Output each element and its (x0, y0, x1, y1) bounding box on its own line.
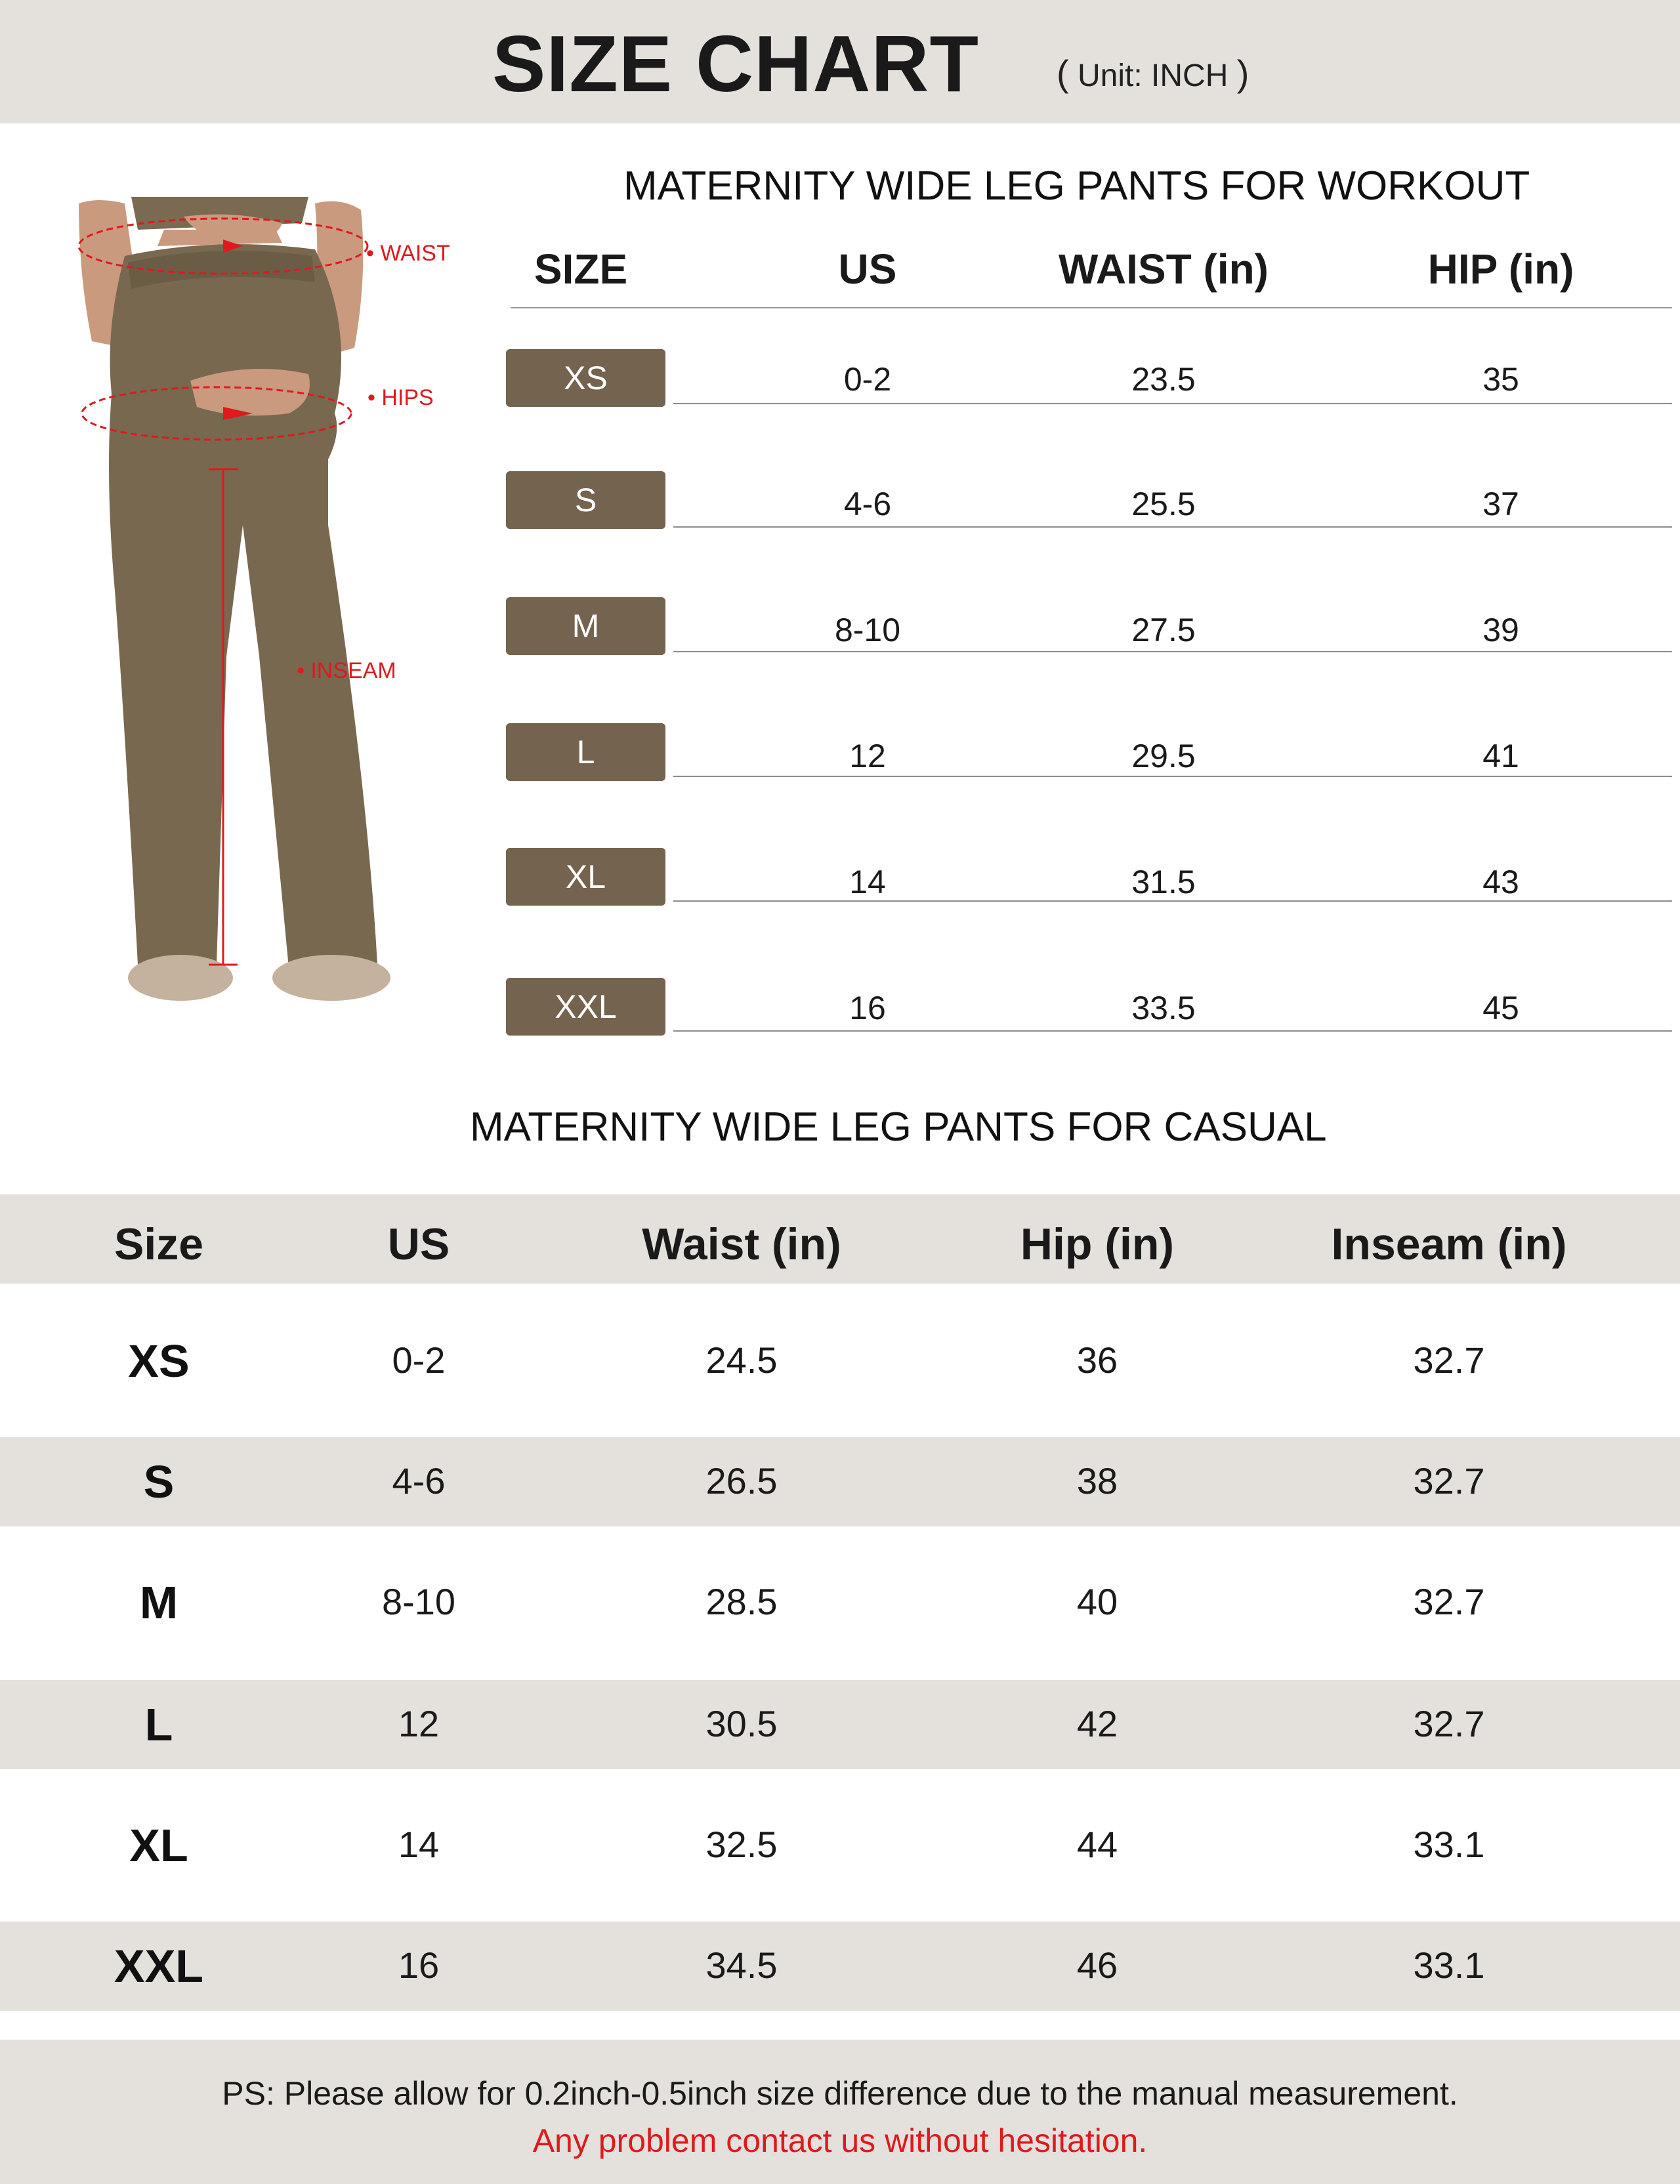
waist-label: • WAIST (366, 241, 450, 266)
workout-size-badge: XXL (506, 978, 665, 1036)
workout-hip-cell: 45 (1482, 990, 1519, 1026)
casual-header-size: Size (114, 1219, 204, 1269)
workout-waist-cell: 27.5 (1131, 612, 1196, 648)
inseam-label: • INSEAM (297, 658, 396, 683)
workout-size-badge: XL (506, 848, 665, 906)
workout-us-cell: 12 (849, 738, 886, 774)
workout-us-cell: 0-2 (843, 361, 892, 398)
workout-hip-cell: 37 (1482, 486, 1519, 522)
unit-label: ( Unit: INCH ) (1057, 52, 1250, 94)
workout-hip-cell: 35 (1482, 361, 1519, 398)
workout-hip-cell: 43 (1482, 864, 1519, 900)
workout-size-badge: XS (506, 349, 665, 407)
casual-hip-cell: 40 (1076, 1581, 1118, 1622)
workout-header-size: SIZE (534, 245, 628, 293)
casual-waist-cell: 34.5 (705, 1944, 778, 1986)
workout-title: MATERNITY WIDE LEG PANTS FOR WORKOUT (623, 163, 1530, 209)
casual-us-cell: 14 (398, 1824, 440, 1865)
workout-row-rule (673, 900, 1672, 902)
workout-waist-cell: 29.5 (1131, 738, 1196, 774)
workout-size-badge: S (506, 471, 665, 529)
workout-row-rule (673, 526, 1672, 528)
workout-us-cell: 14 (849, 864, 886, 900)
unit-text: Unit: INCH (1078, 58, 1228, 93)
casual-us-cell: 16 (398, 1944, 440, 1986)
casual-inseam-cell: 32.7 (1413, 1460, 1485, 1502)
workout-waist-cell: 31.5 (1131, 864, 1196, 900)
hips-label: • HIPS (368, 385, 434, 410)
workout-size-badge: L (506, 723, 665, 781)
casual-inseam-cell: 32.7 (1413, 1703, 1485, 1744)
casual-inseam-cell: 33.1 (1413, 1944, 1485, 1986)
workout-size-badge: M (506, 597, 665, 655)
casual-inseam-cell: 32.7 (1413, 1581, 1485, 1622)
casual-waist-cell: 24.5 (705, 1339, 778, 1381)
casual-hip-cell: 44 (1076, 1824, 1118, 1865)
workout-row-rule (673, 651, 1672, 652)
workout-us-cell: 4-6 (843, 486, 892, 522)
workout-us-cell: 16 (849, 990, 886, 1026)
casual-hip-cell: 42 (1076, 1703, 1118, 1744)
casual-waist-cell: 30.5 (705, 1703, 778, 1744)
footer-contact: Any problem contact us without hesitation. (532, 2122, 1148, 2159)
casual-size-cell: XS (128, 1335, 190, 1387)
casual-header-us: US (387, 1219, 450, 1269)
workout-row-rule (673, 403, 1672, 404)
casual-inseam-cell: 33.1 (1413, 1824, 1485, 1865)
casual-title: MATERNITY WIDE LEG PANTS FOR CASUAL (470, 1104, 1327, 1150)
casual-header-inseam: Inseam (in) (1331, 1219, 1567, 1269)
workout-row-rule (673, 1030, 1672, 1032)
casual-size-cell: L (144, 1699, 173, 1750)
casual-inseam-cell: 32.7 (1413, 1339, 1485, 1381)
model-figure (0, 197, 472, 1017)
casual-size-cell: XXL (114, 1941, 204, 1992)
casual-waist-cell: 28.5 (705, 1581, 778, 1622)
casual-size-cell: M (139, 1577, 178, 1628)
workout-header-waist: WAIST (in) (1059, 245, 1269, 293)
casual-size-cell: XL (129, 1820, 188, 1871)
workout-header-rule (511, 307, 1672, 308)
casual-hip-cell: 38 (1076, 1460, 1118, 1502)
casual-hip-cell: 36 (1076, 1339, 1118, 1381)
footer-note: PS: Please allow for 0.2inch-0.5inch size difference due to the manual measurement. (222, 2075, 1458, 2112)
casual-us-cell: 12 (398, 1703, 440, 1744)
casual-waist-cell: 32.5 (705, 1824, 778, 1865)
workout-waist-cell: 25.5 (1131, 486, 1196, 522)
page-title: SIZE CHART (492, 19, 979, 108)
casual-us-cell: 8-10 (381, 1581, 456, 1622)
workout-waist-cell: 23.5 (1131, 361, 1196, 398)
workout-hip-cell: 39 (1482, 612, 1519, 648)
casual-header-waist: Waist (in) (642, 1219, 841, 1269)
workout-header-us: US (838, 245, 897, 293)
casual-us-cell: 4-6 (392, 1460, 446, 1502)
model-illustration (0, 197, 472, 1017)
workout-hip-cell: 41 (1482, 738, 1519, 774)
casual-waist-cell: 26.5 (705, 1460, 778, 1502)
casual-header-hip: Hip (in) (1020, 1219, 1175, 1269)
casual-size-cell: S (143, 1456, 175, 1507)
workout-us-cell: 8-10 (834, 612, 901, 648)
casual-hip-cell: 46 (1076, 1944, 1118, 1986)
workout-header-hip: HIP (in) (1427, 245, 1574, 293)
workout-waist-cell: 33.5 (1131, 990, 1196, 1026)
workout-row-rule (673, 776, 1672, 777)
casual-us-cell: 0-2 (392, 1339, 446, 1381)
